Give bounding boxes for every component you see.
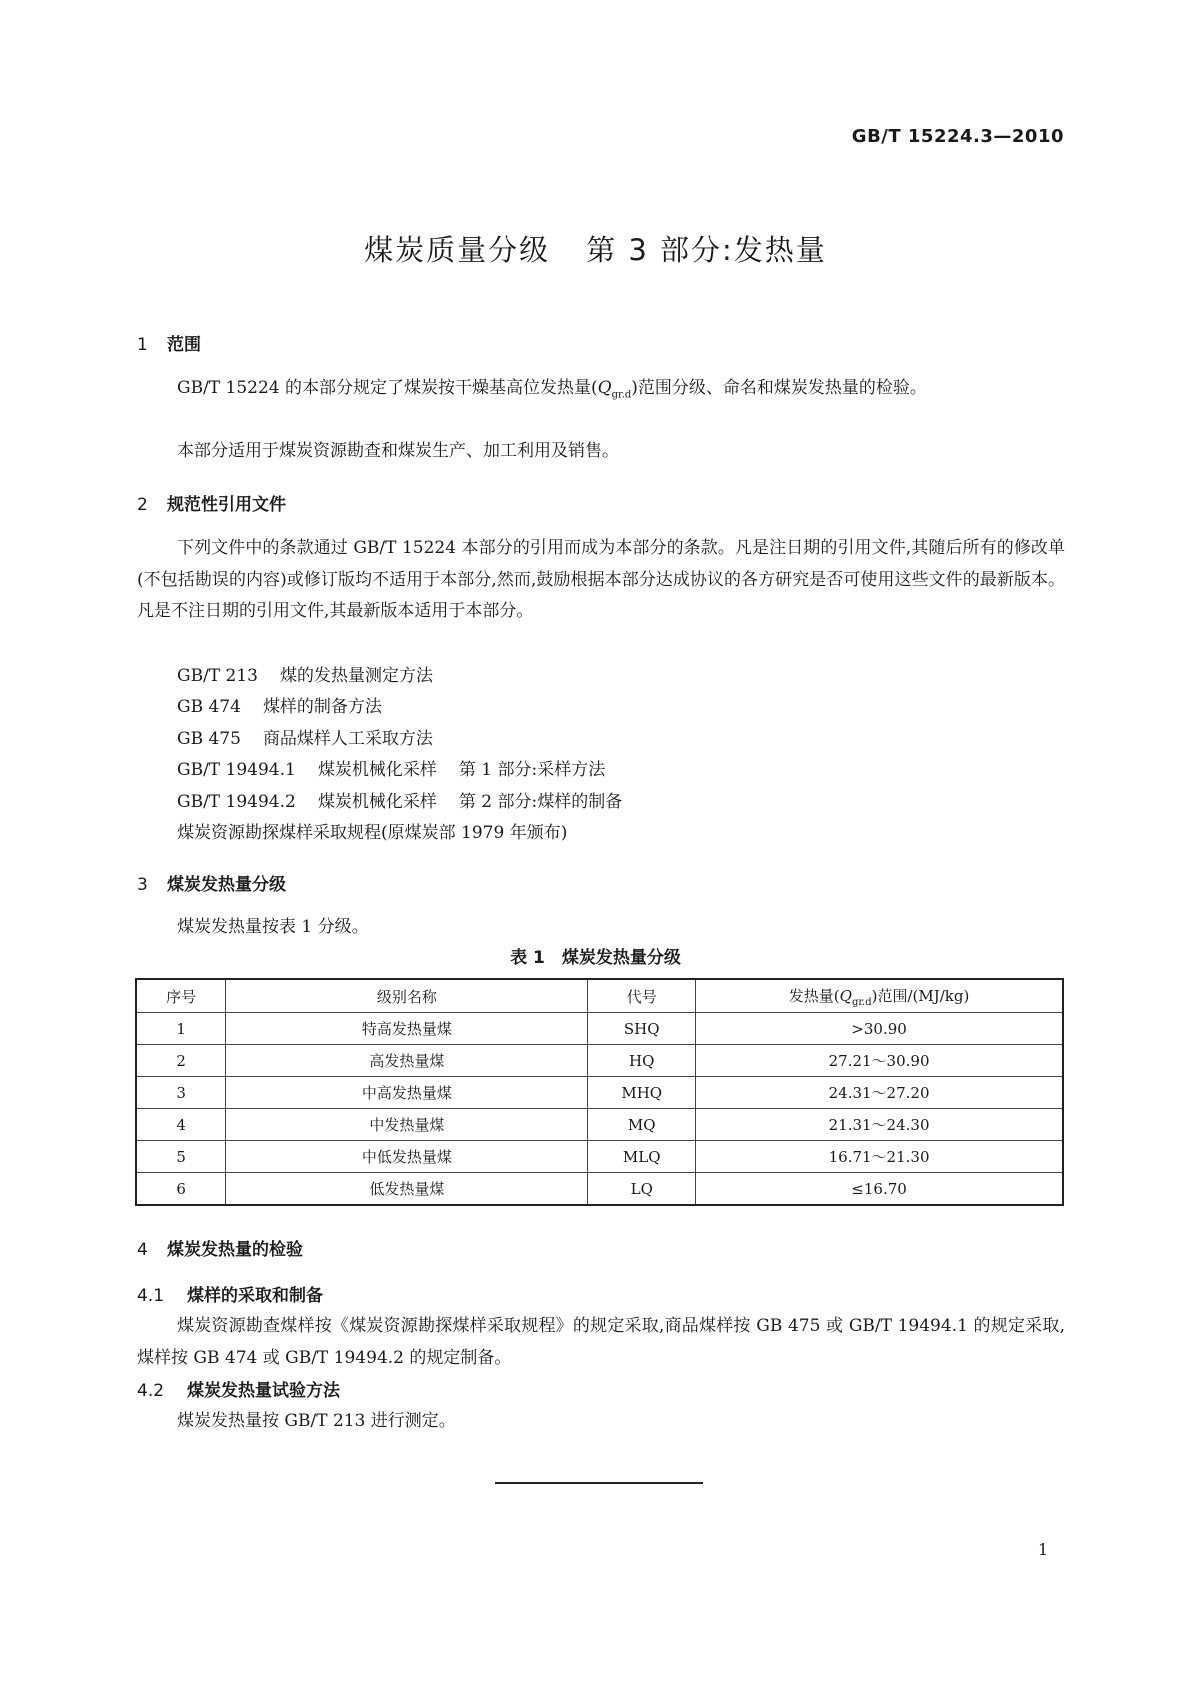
reference-item <box>177 724 433 749</box>
cell-range: 27.21～30.90 <box>696 1045 1063 1077</box>
cell-no: 4 <box>136 1109 226 1141</box>
text-run: GB/T 15224 的本部分规定了煤炭按干燥基高位发热量( <box>177 378 598 398</box>
cell-range: 16.71～21.30 <box>696 1141 1063 1173</box>
section-number: 3 <box>137 875 148 895</box>
header-range <box>696 979 1063 1013</box>
reference-item <box>177 787 622 812</box>
reference-item <box>177 755 605 780</box>
section3-heading <box>137 870 286 895</box>
cell-name: 低发热量煤 <box>226 1173 588 1206</box>
ref-code: GB/T 19494.1 <box>177 760 296 780</box>
ref-title: 煤炭机械化采样 <box>317 792 437 812</box>
cell-code: LQ <box>588 1173 696 1206</box>
ref-title: 煤样的制备方法 <box>262 697 382 717</box>
cell-range: ≤16.70 <box>696 1173 1063 1206</box>
subsection-4-2-paragraph: 煤炭发热量按 GB/T 213 进行测定。 <box>177 1411 456 1431</box>
section1-paragraph2: 本部分适用于煤炭资源勘查和煤炭生产、加工利用及销售。 <box>177 441 619 461</box>
cell-name: 中高发热量煤 <box>226 1077 588 1109</box>
cell-code: SHQ <box>588 1013 696 1045</box>
calorific-grade-table <box>135 978 1064 1206</box>
table-row <box>136 1141 1063 1173</box>
ref-code: GB/T 19494.2 <box>177 792 296 812</box>
cell-code: HQ <box>588 1045 696 1077</box>
reference-item <box>177 661 433 686</box>
section-title: 煤炭发热量分级 <box>167 875 286 895</box>
ref-code: GB 474 <box>177 697 241 717</box>
cell-name: 中低发热量煤 <box>226 1141 588 1173</box>
section4-heading <box>137 1235 303 1260</box>
cell-no: 5 <box>136 1141 226 1173</box>
section-title: 煤炭发热量的检验 <box>167 1240 303 1260</box>
table-row <box>136 1045 1063 1077</box>
subsection-title: 煤炭发热量试验方法 <box>187 1381 340 1401</box>
table-row <box>136 1077 1063 1109</box>
cell-name: 特高发热量煤 <box>226 1013 588 1045</box>
subsection-number: 4.2 <box>137 1381 165 1401</box>
section-number: 4 <box>137 1240 148 1260</box>
standard-code: GB/T 15224.3—2010 <box>851 126 1064 147</box>
subsection-4-1-paragraph: 煤炭资源勘查煤样按《煤炭资源勘探煤样采取规程》的规定采取,商品煤样按 GB 475 或 GB/T 19494.1 的规定采取,煤样按 GB 474 或 GB/T 19494.2 的规定制备。 <box>137 1316 1065 1368</box>
symbol-subscript: gr.d <box>611 389 632 401</box>
title-part2: 第 3 部分:发热量 <box>586 233 827 267</box>
cell-code: MQ <box>588 1109 696 1141</box>
cell-no: 2 <box>136 1045 226 1077</box>
section-number: 1 <box>137 335 148 355</box>
table-header-row <box>136 979 1063 1013</box>
ref-title: 煤的发热量测定方法 <box>280 666 433 686</box>
section-title: 规范性引用文件 <box>167 495 286 515</box>
reference-item-last: 煤炭资源勘探煤样采取规程(原煤炭部 1979 年颁布) <box>177 823 568 843</box>
ref-code: GB 475 <box>177 729 241 749</box>
ref-title: 商品煤样人工采取方法 <box>262 729 433 749</box>
subsection-4-2-heading <box>137 1376 340 1401</box>
subsection-4-1-heading <box>137 1281 323 1306</box>
section1-paragraph1 <box>137 373 1065 411</box>
subsection-number: 4.1 <box>137 1286 165 1306</box>
section2-heading <box>137 490 286 515</box>
symbol-subscript: gr.d <box>851 996 872 1008</box>
ref-part: 第 2 部分:煤样的制备 <box>458 792 623 812</box>
cell-name: 高发热量煤 <box>226 1045 588 1077</box>
header-code: 代号 <box>588 979 696 1013</box>
table-row <box>136 1173 1063 1206</box>
symbol-q: Q <box>839 986 852 1005</box>
table-row <box>136 1109 1063 1141</box>
reference-item <box>177 692 382 717</box>
table-row <box>136 1013 1063 1045</box>
table-caption: 表 1 煤炭发热量分级 <box>510 948 681 968</box>
text-run: 发热量( <box>788 986 840 1005</box>
ref-code: GB/T 213 <box>177 666 258 686</box>
page-number: 1 <box>1038 1540 1049 1559</box>
cell-code: MHQ <box>588 1077 696 1109</box>
document-title <box>0 228 1191 269</box>
cell-no: 3 <box>136 1077 226 1109</box>
ref-part: 第 1 部分:采样方法 <box>458 760 606 780</box>
section-number: 2 <box>137 495 148 515</box>
cell-code: MLQ <box>588 1141 696 1173</box>
section2-paragraph1: 下列文件中的条款通过 GB/T 15224 本部分的引用而成为本部分的条款。凡是注日期的引用文件,其随后所有的修改单(不包括勘误的内容)或修订版均不适用于本部分,然而,鼓励根据本部分达成协议的各方研究是否可使用这些文件的最新版本。凡是不注日期的引用文件,其最新版本适用于本部分。 <box>137 538 1065 621</box>
cell-no: 6 <box>136 1173 226 1206</box>
title-part1: 煤炭质量分级 <box>364 233 551 267</box>
cell-no: 1 <box>136 1013 226 1045</box>
cell-range: 24.31～27.20 <box>696 1077 1063 1109</box>
cell-range: >30.90 <box>696 1013 1063 1045</box>
cell-name: 中发热量煤 <box>226 1109 588 1141</box>
cell-range: 21.31～24.30 <box>696 1109 1063 1141</box>
ref-title: 煤炭机械化采样 <box>317 760 437 780</box>
section-title: 范围 <box>167 335 201 355</box>
symbol-q: Q <box>597 378 612 398</box>
text-run: )范围/(MJ/kg) <box>871 986 970 1005</box>
header-name: 级别名称 <box>226 979 588 1013</box>
end-rule <box>495 1482 703 1484</box>
section3-paragraph1: 煤炭发热量按表 1 分级。 <box>177 917 369 937</box>
section1-heading <box>137 330 201 355</box>
text-run: )范围分级、命名和煤炭发热量的检验。 <box>631 378 927 398</box>
header-no: 序号 <box>136 979 226 1013</box>
subsection-title: 煤样的采取和制备 <box>187 1286 323 1306</box>
